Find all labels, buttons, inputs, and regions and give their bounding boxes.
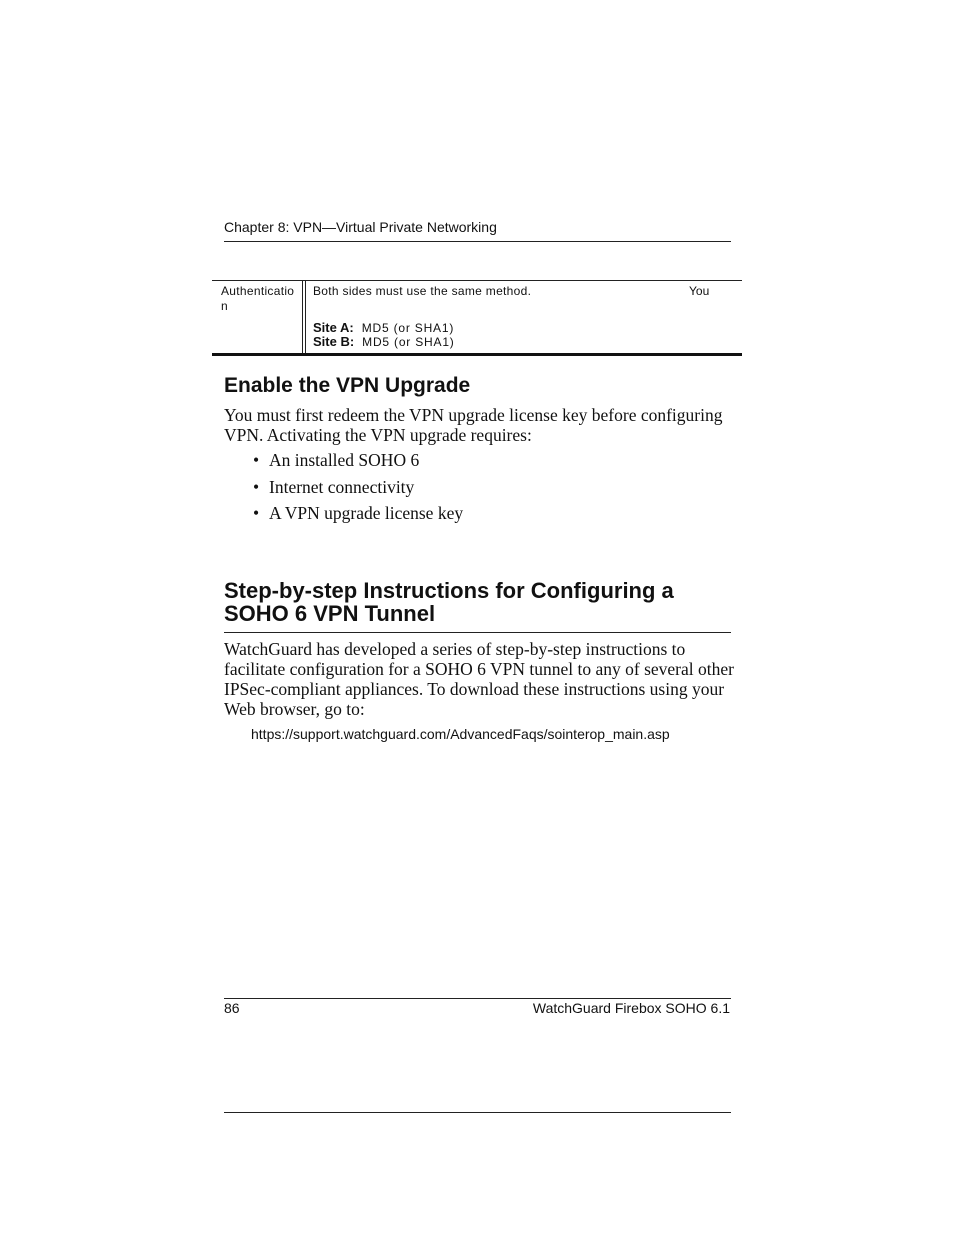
list-item-text: A VPN upgrade license key <box>269 503 464 523</box>
list-item <box>253 503 463 524</box>
site-b-row <box>313 334 455 350</box>
running-head: Chapter 8: VPN—Virtual Private Networking <box>224 219 497 235</box>
table-bottom-rule <box>212 353 742 356</box>
table-top-rule <box>212 280 742 281</box>
page-bottom-rule <box>224 1112 731 1113</box>
chapter-section-heading: Step-by-step Instructions for Configuring a SOHO 6 VPN Tunnel <box>224 578 674 626</box>
list-item-text: An installed SOHO 6 <box>269 450 420 470</box>
bullet-icon: • <box>253 503 260 523</box>
table-cell-description: Both sides must use the same method. <box>313 284 532 298</box>
bullet-icon: • <box>253 477 260 497</box>
site-b-label: Site B: <box>313 334 355 349</box>
bullet-icon: • <box>253 450 260 470</box>
list-item <box>253 450 419 471</box>
list-item <box>253 477 414 498</box>
table-column-divider <box>302 281 303 353</box>
header-rule <box>224 241 731 242</box>
table-column-divider <box>305 281 306 353</box>
book-title: WatchGuard Firebox SOHO 6.1 <box>532 1000 730 1016</box>
page-number: 86 <box>224 1000 240 1016</box>
list-item-text: Internet connectivity <box>269 477 415 497</box>
footer-rule <box>224 998 731 999</box>
download-url[interactable]: https://support.watchguard.com/AdvancedFaqs/sointerop_main.asp <box>251 726 670 742</box>
site-b-value: MD5 (or SHA1) <box>362 335 455 349</box>
table-cell-label: Authentication <box>221 284 295 313</box>
section-heading: Enable the VPN Upgrade <box>224 374 471 397</box>
heading-rule <box>224 632 731 633</box>
site-a-label: Site A: <box>313 320 354 335</box>
section-paragraph: WatchGuard has developed a series of step-by-step instructions to facilitate configuration for a SOHO 6 VPN tunnel to any of several other IPSec-compliant appliances. To download these instructions using your Web browser, go to: <box>224 639 734 719</box>
section-paragraph: You must first redeem the VPN upgrade license key before configuring VPN. Activating the VPN upgrade requires: <box>224 405 723 445</box>
table-cell-you: You <box>689 284 710 298</box>
site-a-value: MD5 (or SHA1) <box>361 321 455 335</box>
